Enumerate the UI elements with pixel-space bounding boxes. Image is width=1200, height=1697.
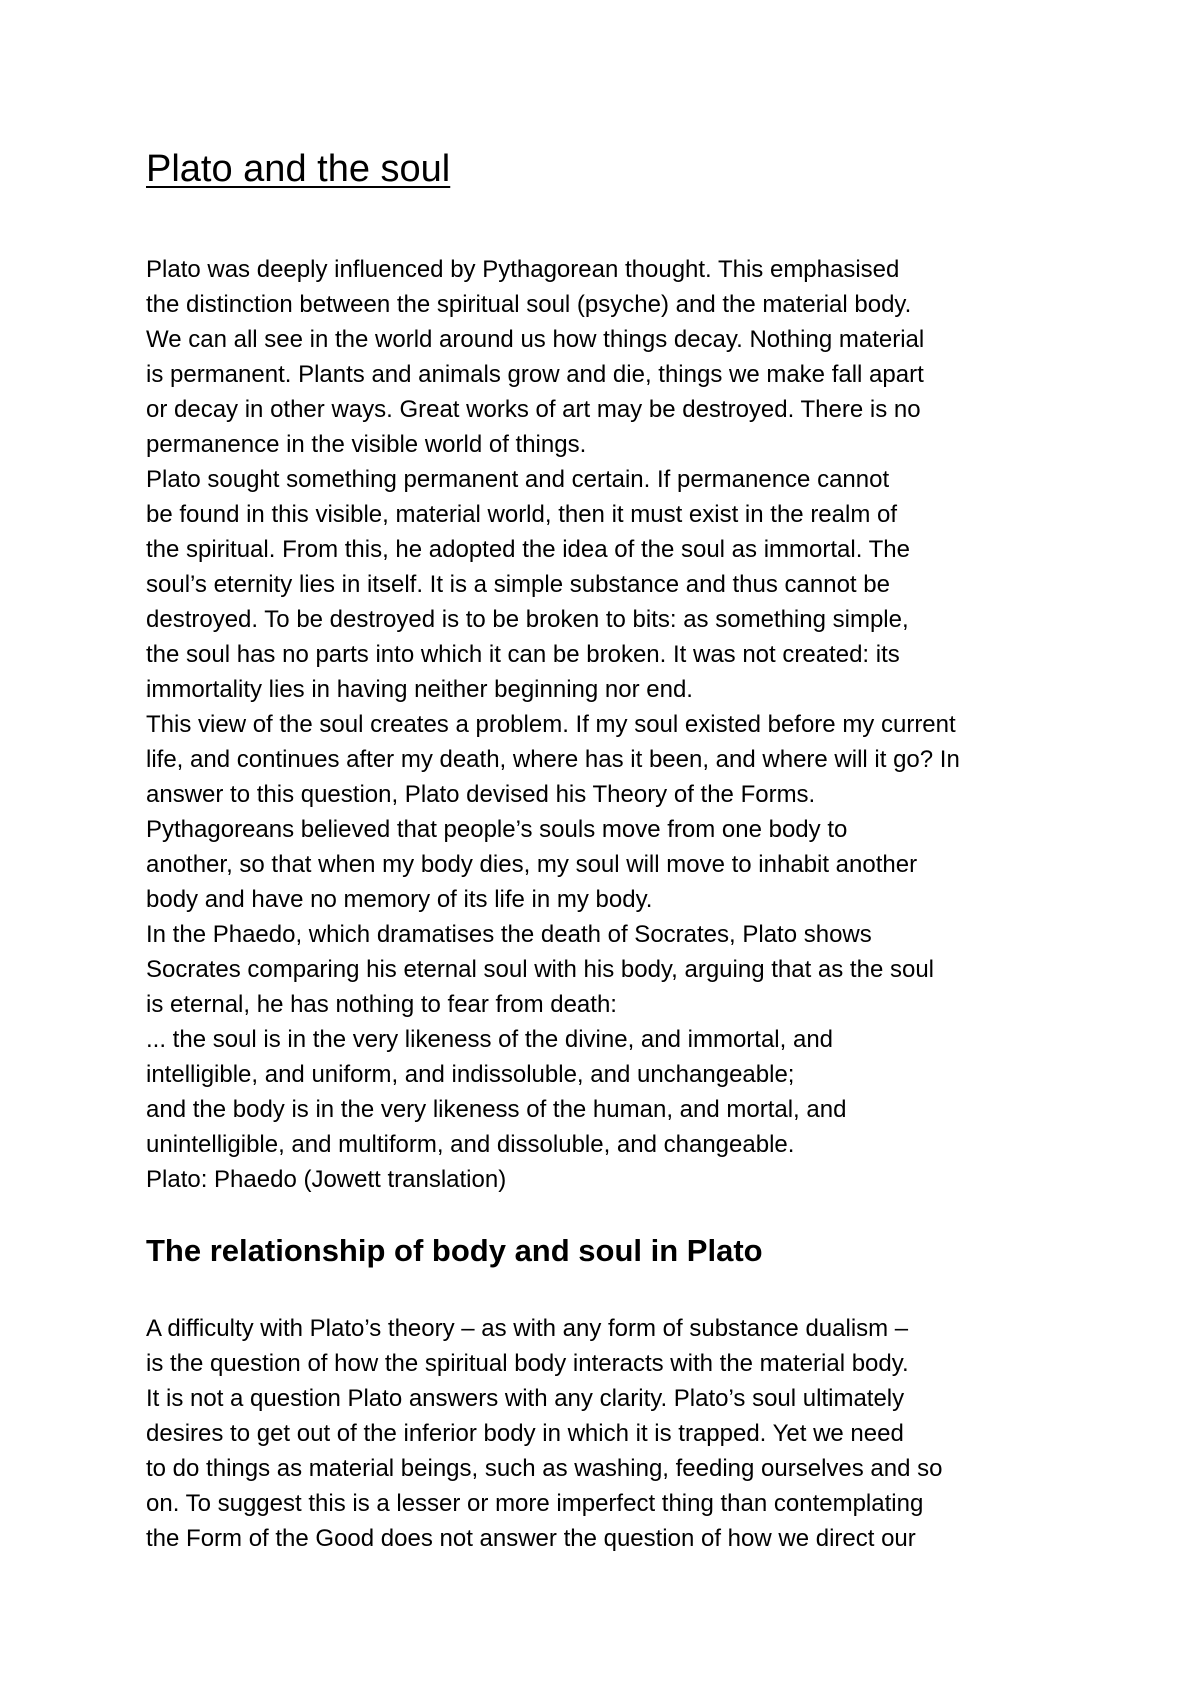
text-line: soul’s eternity lies in itself. It is a simple substance and thus cannot be — [146, 571, 890, 598]
text-line: permanence in the visible world of things. — [146, 431, 587, 458]
text-line: the spiritual. From this, he adopted the idea of the soul as immortal. The — [146, 536, 910, 563]
body-text-section-2 — [146, 1311, 942, 1556]
text-line: destroyed. To be destroyed is to be broken to bits: as something simple, — [146, 606, 909, 633]
text-line: answer to this question, Plato devised his Theory of the Forms. — [146, 781, 816, 808]
text-line: the Form of the Good does not answer the question of how we direct our — [146, 1525, 916, 1552]
text-line: life, and continues after my death, where has it been, and where will it go? In — [146, 746, 960, 773]
text-line: immortality lies in having neither beginning nor end. — [146, 676, 693, 703]
text-line: A difficulty with Plato’s theory – as with any form of substance dualism – — [146, 1315, 909, 1342]
text-line: to do things as material beings, such as washing, feeding ourselves and so — [146, 1455, 943, 1482]
text-line: We can all see in the world around us how things decay. Nothing material — [146, 326, 925, 353]
quote-citation: Plato: Phaedo (Jowett translation) — [146, 1166, 507, 1193]
text-line: is the question of how the spiritual body interacts with the material body. — [146, 1350, 909, 1377]
quote-line: ... the soul is in the very likeness of the divine, and immortal, and — [146, 1026, 834, 1053]
text-line: the soul has no parts into which it can be broken. It was not created: its — [146, 641, 900, 668]
quote-line: and the body is in the very likeness of the human, and mortal, and — [146, 1096, 847, 1123]
text-line: on. To suggest this is a lesser or more imperfect thing than contemplating — [146, 1490, 924, 1517]
text-line: Pythagoreans believed that people’s souls move from one body to — [146, 816, 848, 843]
section-heading: The relationship of body and soul in Plato — [146, 1233, 763, 1268]
text-line: is eternal, he has nothing to fear from death: — [146, 991, 617, 1018]
text-line: desires to get out of the inferior body in which it is trapped. Yet we need — [146, 1420, 904, 1447]
quote-line: unintelligible, and multiform, and dissoluble, and changeable. — [146, 1131, 795, 1158]
quote-line: intelligible, and uniform, and indissoluble, and unchangeable; — [146, 1061, 795, 1088]
text-line: Plato sought something permanent and certain. If permanence cannot — [146, 466, 890, 493]
text-line: It is not a question Plato answers with any clarity. Plato’s soul ultimately — [146, 1385, 905, 1412]
text-line: the distinction between the spiritual soul (psyche) and the material body. — [146, 291, 912, 318]
text-line: is permanent. Plants and animals grow and die, things we make fall apart — [146, 361, 924, 388]
text-line: In the Phaedo, which dramatises the death of Socrates, Plato shows — [146, 921, 872, 948]
text-line: or decay in other ways. Great works of art may be destroyed. There is no — [146, 396, 921, 423]
text-line: body and have no memory of its life in my body. — [146, 886, 653, 913]
text-line: be found in this visible, material world, then it must exist in the realm of — [146, 501, 898, 528]
page-title: Plato and the soul — [146, 148, 451, 190]
text-line: This view of the soul creates a problem. If my soul existed before my current — [146, 711, 956, 738]
text-line: another, so that when my body dies, my soul will move to inhabit another — [146, 851, 918, 878]
body-text-section-1 — [146, 252, 960, 1197]
text-line: Plato was deeply influenced by Pythagorean thought. This emphasised — [146, 256, 900, 283]
text-line: Socrates comparing his eternal soul with his body, arguing that as the soul — [146, 956, 934, 983]
